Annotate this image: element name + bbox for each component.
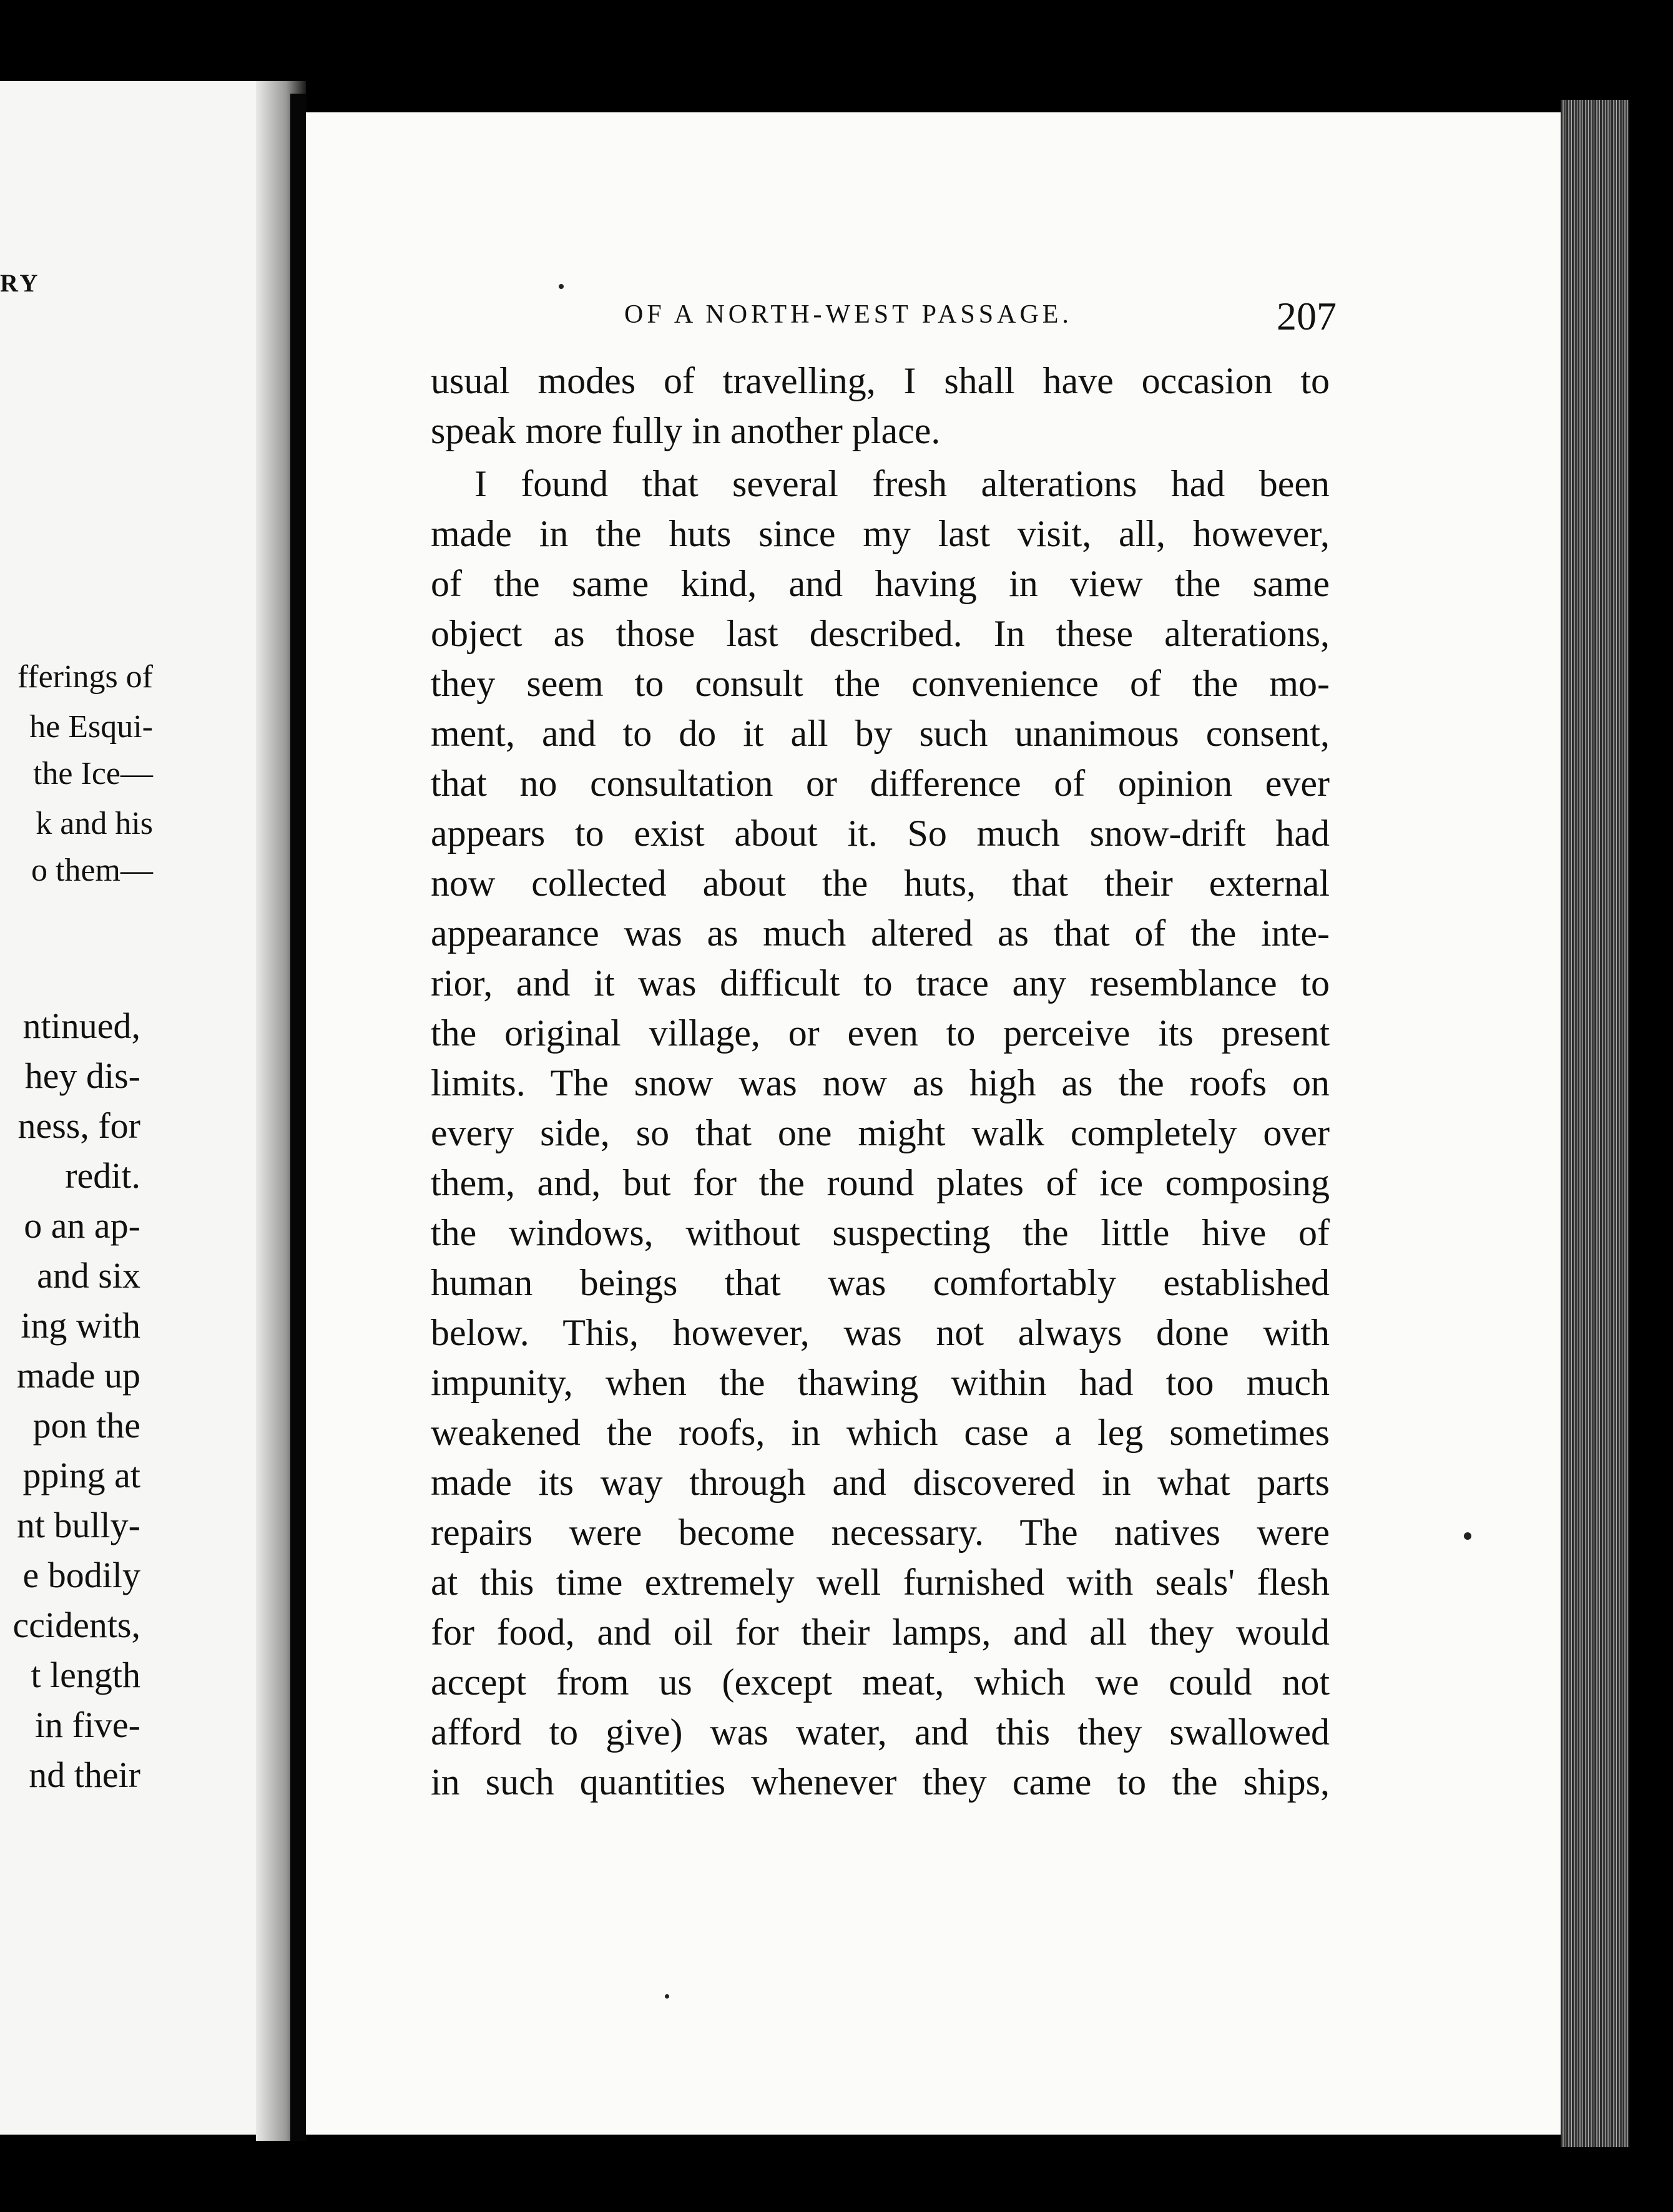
text-line: rior, and it was difficult to trace any resemblance to: [431, 962, 1330, 1004]
left-line: and six: [37, 1255, 140, 1296]
left-line: nd their: [29, 1754, 140, 1795]
text-line: made its way through and discovered in what parts: [431, 1462, 1330, 1503]
left-line: o them—: [31, 853, 153, 888]
left-line: ing with: [21, 1305, 140, 1346]
left-line: e bodily: [22, 1555, 140, 1595]
text-line: weakened the roofs, in which case a leg sometimes: [431, 1412, 1330, 1453]
text-line: human beings that was comfortably established: [431, 1262, 1330, 1303]
page-number: 207: [1277, 294, 1337, 338]
left-line: in five-: [34, 1705, 140, 1745]
text-line: made in the huts since my last visit, all, however,: [431, 513, 1330, 554]
text-line: for food, and oil for their lamps, and all they would: [431, 1612, 1330, 1653]
text-line: every side, so that one might walk completely over: [431, 1112, 1330, 1153]
left-line: the Ice—: [32, 756, 153, 791]
text-line: repairs were become necessary. The natives were: [431, 1512, 1330, 1553]
text-line: them, and, but for the round plates of ice composing: [431, 1162, 1330, 1203]
book-spine: [290, 94, 307, 2141]
left-line: fferings of: [17, 659, 153, 695]
ink-speck: [665, 1994, 669, 1999]
ink-speck: [559, 284, 564, 289]
text-line: afford to give) was water, and this they swallowed: [431, 1711, 1330, 1753]
page-fore-edge: [1561, 100, 1629, 2147]
left-line: k and his: [36, 806, 153, 841]
left-line: o an ap-: [24, 1205, 140, 1246]
text-line: impunity, when the thawing within had too much: [431, 1362, 1330, 1403]
ink-speck: [1464, 1532, 1471, 1540]
left-line: hey dis-: [24, 1055, 140, 1096]
text-line: now collected about the huts, that their external: [431, 863, 1330, 904]
text-line: accept from us (except meat, which we could not: [431, 1661, 1330, 1703]
text-line: I found that several fresh alterations had been: [474, 463, 1330, 504]
left-line: redit.: [65, 1155, 140, 1196]
text-line: appearance was as much altered as that of the inte-: [431, 913, 1330, 954]
text-line: of the same kind, and having in view the same: [431, 563, 1330, 604]
left-running-head-fragment: RY: [0, 269, 41, 297]
text-line: the windows, without suspecting the little hive of: [431, 1212, 1330, 1253]
text-line: below. This, however, was not always done with: [431, 1312, 1330, 1353]
text-line: in such quantities whenever they came to the ships,: [431, 1761, 1330, 1803]
left-line: ccidents,: [12, 1605, 140, 1645]
left-line: ntinued,: [22, 1006, 140, 1046]
text-line: object as those last described. In these alterations,: [431, 613, 1330, 654]
text-line: usual modes of travelling, I shall have occasion to: [431, 360, 1330, 401]
left-line: he Esqui-: [29, 709, 153, 745]
text-line: that no consultation or difference of opinion ever: [431, 763, 1330, 804]
left-line: nt bully-: [16, 1505, 140, 1545]
left-line: pping at: [22, 1455, 140, 1495]
text-line: appears to exist about it. So much snow-drift had: [431, 813, 1330, 854]
text-line: ment, and to do it all by such unanimous consent,: [431, 713, 1330, 754]
left-line: made up: [16, 1355, 140, 1396]
text-line: the original village, or even to perceive its present: [431, 1012, 1330, 1054]
text-line: limits. The snow was now as high as the roofs on: [431, 1062, 1330, 1104]
text-line: at this time extremely well furnished with seals' flesh: [431, 1562, 1330, 1603]
left-line: t length: [31, 1655, 140, 1695]
text-line: they seem to consult the convenience of the mo-: [431, 663, 1330, 704]
left-line: ness, for: [17, 1105, 140, 1146]
running-head: OF A NORTH-WEST PASSAGE.: [624, 300, 1072, 329]
left-line: pon the: [32, 1405, 140, 1446]
text-line: speak more fully in another place.: [431, 410, 941, 451]
